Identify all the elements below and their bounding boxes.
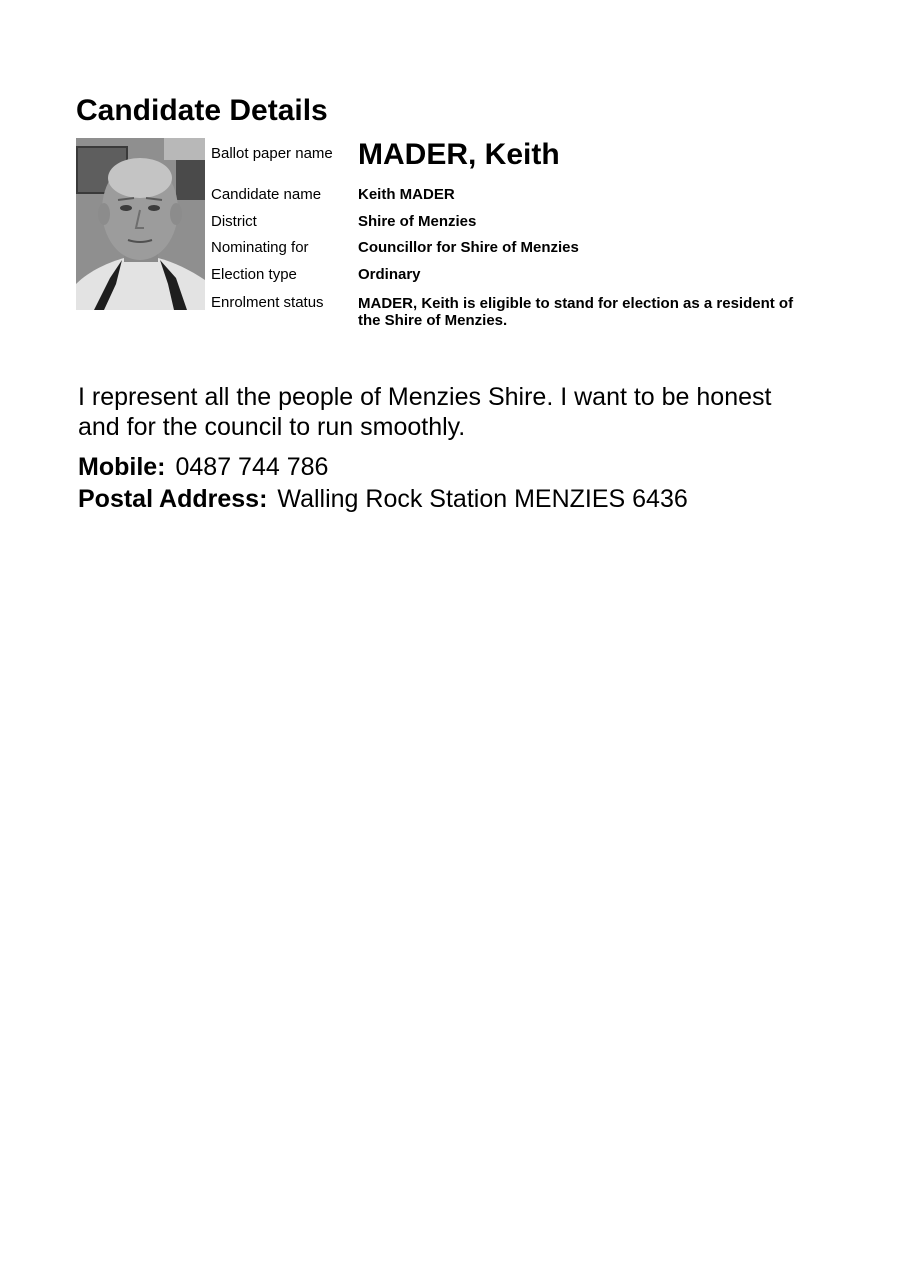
candidate-statement: I represent all the people of Menzies Shire. I want to be honest and for the council to run smoothly. [78,383,772,441]
nominating-for-value: Councillor for Shire of Menzies [358,239,579,256]
election-type-value: Ordinary [358,266,421,283]
enrolment-status-label: Enrolment status [211,294,324,311]
mobile-label: Mobile: [78,453,166,481]
district-value: Shire of Menzies [358,213,477,230]
postal-address-line [78,484,688,514]
enrolment-status-value: MADER, Keith is eligible to stand for election as a resident of the Shire of Menzies. [358,295,794,329]
postal-address-value: Walling Rock Station MENZIES 6436 [277,485,688,513]
page-title: Candidate Details [76,94,328,127]
nominating-for-label: Nominating for [211,239,309,256]
candidate-photo [76,138,205,310]
district-label: District [211,213,257,230]
election-type-label: Election type [211,266,297,283]
candidate-name-label: Candidate name [211,186,322,203]
ballot-paper-name-value: MADER, Keith [358,138,560,171]
postal-address-label: Postal Address: [78,485,268,513]
mobile-value: 0487 744 786 [175,453,329,481]
mobile-line [78,452,328,482]
candidate-portrait-icon [76,138,205,310]
candidate-name-value: Keith MADER [358,186,455,203]
ballot-paper-name-label: Ballot paper name [211,145,333,162]
